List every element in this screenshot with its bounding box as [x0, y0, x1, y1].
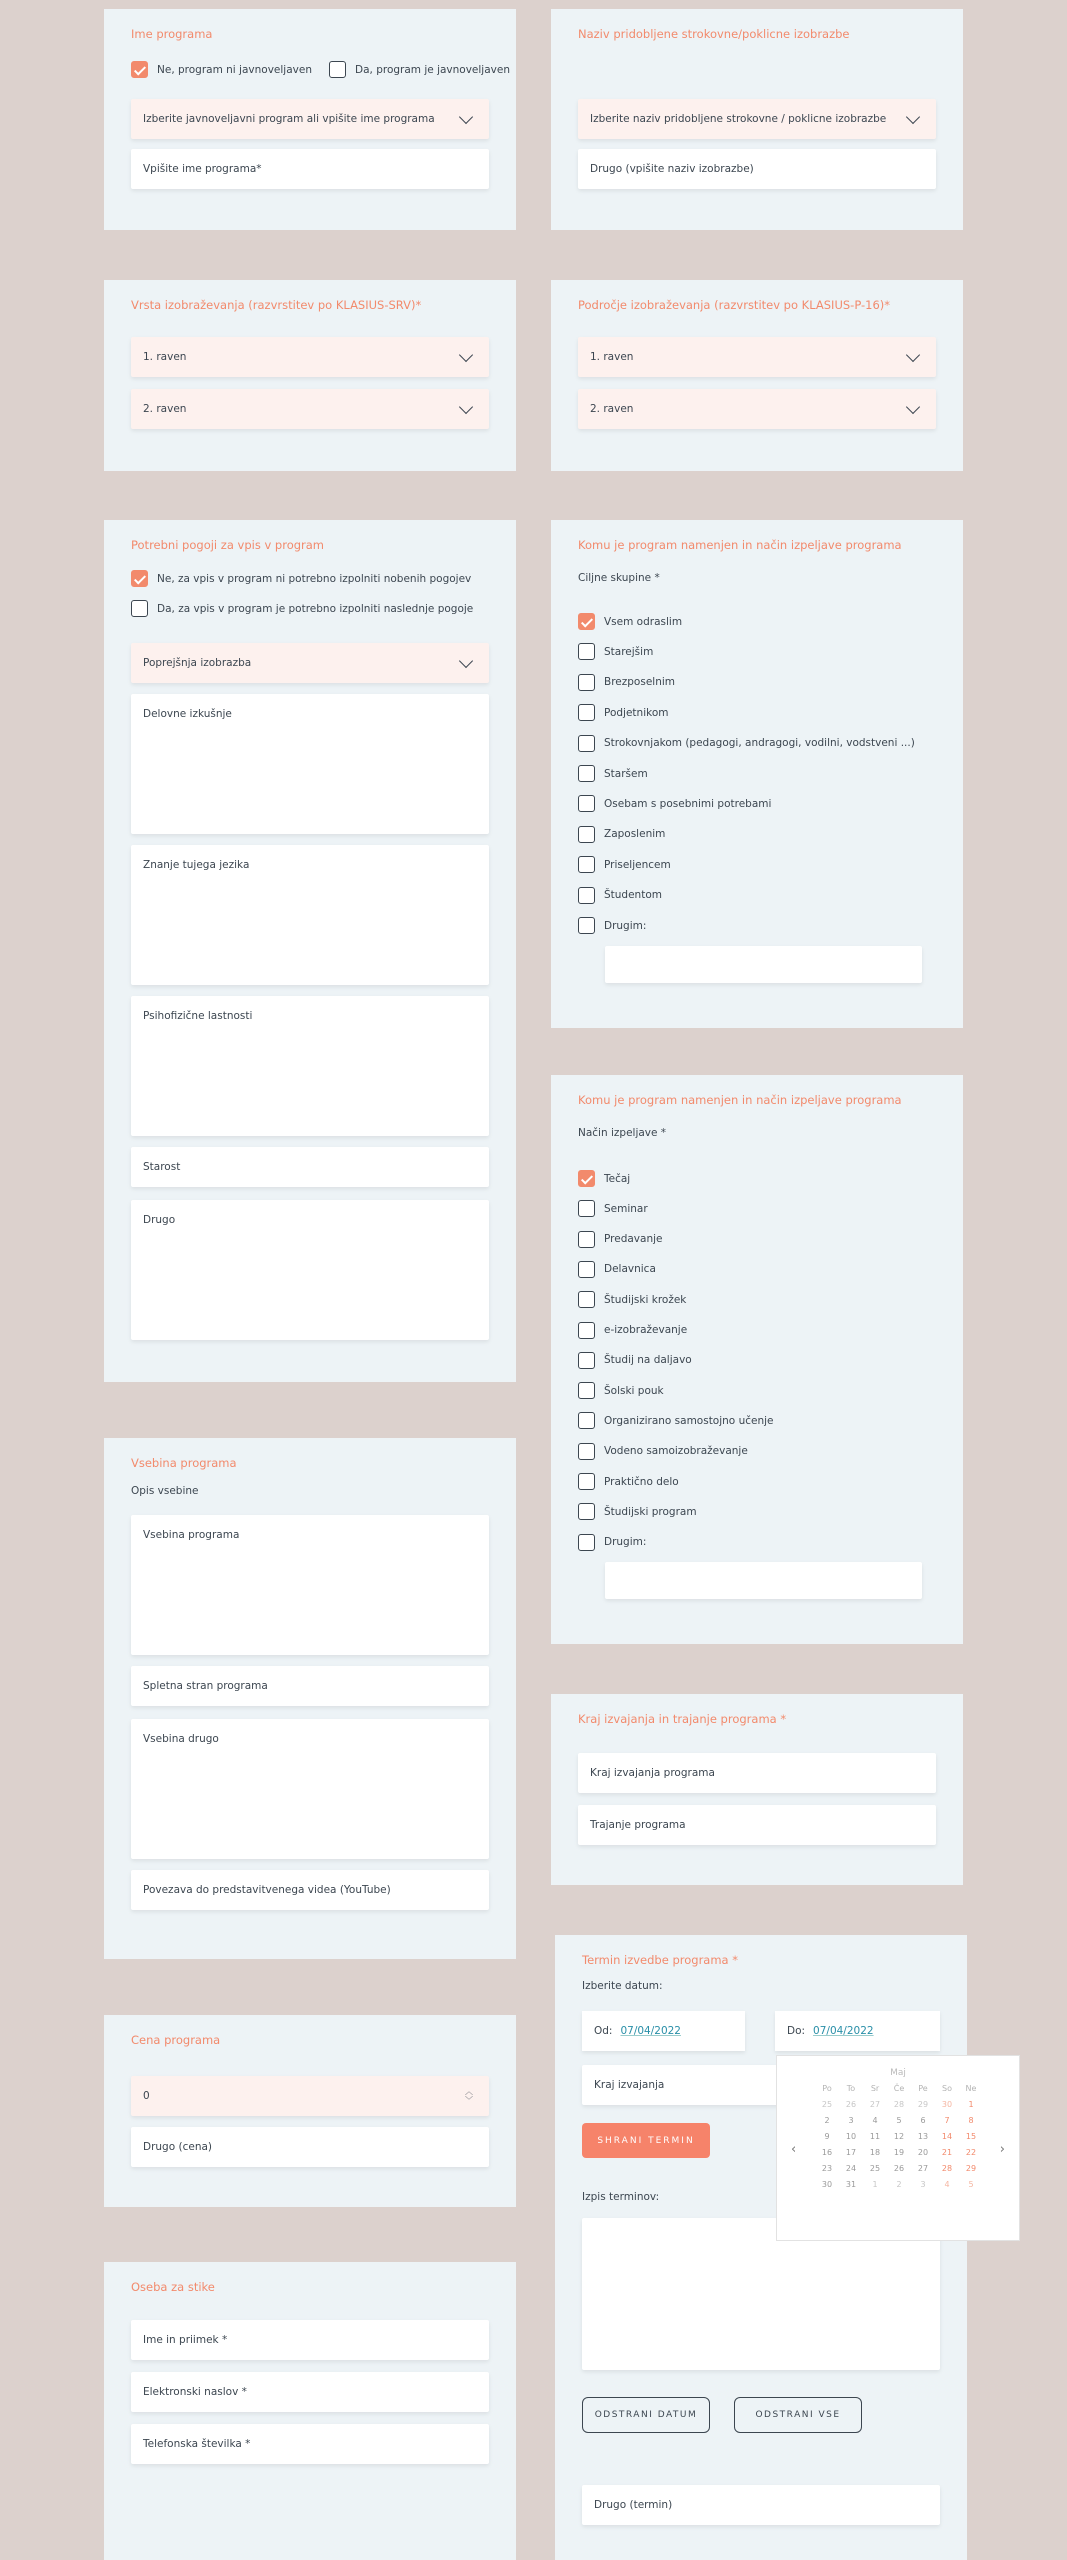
calendar-day[interactable]: 30: [941, 2100, 953, 2109]
checkbox-checked[interactable]: [131, 61, 148, 78]
checkbox-option[interactable]: [578, 1291, 686, 1308]
option-label: Delavnica: [604, 1263, 656, 1276]
calendar-day[interactable]: 8: [968, 2116, 974, 2125]
input-placeholder: Povezava do predstavitvenega videa (YouTube): [143, 1884, 391, 1896]
qualification-select[interactable]: [578, 99, 936, 139]
education-type-level2-select[interactable]: [131, 389, 489, 429]
calendar-next-icon[interactable]: ›: [999, 2142, 1005, 2157]
education-type-level1-select[interactable]: [131, 337, 489, 377]
content-textarea[interactable]: [131, 1515, 489, 1655]
calendar-day[interactable]: 30: [821, 2180, 833, 2189]
calendar-day[interactable]: 31: [845, 2180, 857, 2189]
date-picker-calendar[interactable]: [776, 2055, 1020, 2241]
calendar-day[interactable]: 27: [869, 2100, 881, 2109]
checkbox-option[interactable]: [578, 856, 671, 873]
card-title: Vrsta izobraževanja (razvrstitev po KLASIUS-SRV)*: [131, 298, 422, 312]
card-title: Komu je program namenjen in način izpeljave programa: [578, 1093, 902, 1107]
checkbox-option[interactable]: [578, 1534, 646, 1551]
checkbox[interactable]: [578, 1200, 595, 1217]
checkbox[interactable]: [578, 856, 595, 873]
target-groups-other-input[interactable]: [605, 946, 922, 983]
calendar-weekday: Pe: [918, 2084, 928, 2093]
date-from-label: Od:: [594, 2025, 613, 2037]
calendar-day[interactable]: 29: [917, 2100, 929, 2109]
option-label: Brezposelnim: [604, 676, 675, 689]
contact-card: [104, 2262, 516, 2560]
calendar-month: Maj: [890, 2068, 906, 2078]
card-title: Termin izvedbe programa *: [582, 1953, 738, 1967]
calendar-day[interactable]: 16: [821, 2148, 833, 2157]
option-label: Da, program je javnoveljaven: [355, 63, 510, 76]
checkbox-option[interactable]: [578, 1443, 748, 1460]
calendar-day[interactable]: 13: [917, 2132, 929, 2141]
input-placeholder: Telefonska številka *: [143, 2438, 251, 2450]
checkbox[interactable]: [578, 1231, 595, 1248]
card-title: Komu je program namenjen in način izpeljave programa: [578, 538, 902, 552]
price-card: [104, 2015, 516, 2207]
psychophysical-textarea[interactable]: [131, 996, 489, 1136]
date-to-label: Do:: [787, 2025, 806, 2037]
checkbox[interactable]: [578, 1261, 595, 1278]
option-label: Osebam s posebnimi potrebami: [604, 797, 772, 810]
option-label: Zaposlenim: [604, 828, 666, 841]
option-label: Da, za vpis v program je potrebno izpolniti naslednje pogoje: [157, 602, 474, 615]
calendar-day[interactable]: 1: [872, 2180, 878, 2189]
checkbox[interactable]: [578, 1534, 595, 1551]
date-from-field[interactable]: [582, 2011, 745, 2051]
checkbox[interactable]: [578, 765, 595, 782]
calendar-day[interactable]: 12: [893, 2132, 905, 2141]
calendar-day[interactable]: 4: [944, 2180, 950, 2189]
select-value: 2. raven: [143, 403, 187, 415]
calendar-day[interactable]: 29: [965, 2164, 977, 2173]
calendar-day[interactable]: 15: [965, 2132, 977, 2141]
select-value: 1. raven: [143, 351, 187, 363]
textarea-placeholder: Drugo: [143, 1214, 176, 1226]
card-title: Ime programa: [131, 27, 213, 41]
select-value: 1. raven: [590, 351, 634, 363]
option-label: Vodeno samoizobraževanje: [604, 1445, 748, 1458]
checkbox-option[interactable]: [578, 795, 771, 812]
option-label: Podjetnikom: [604, 706, 669, 719]
option-label: Organizirano samostojno učenje: [604, 1414, 774, 1427]
delivery-label: Način izpeljave *: [578, 1127, 667, 1139]
checkbox-option[interactable]: [578, 1382, 664, 1399]
calendar-prev-icon[interactable]: ‹: [791, 2142, 797, 2157]
input-placeholder: Kraj izvajanja: [594, 2079, 665, 2091]
checkbox-option[interactable]: [578, 735, 915, 752]
calendar-day[interactable]: 7: [944, 2116, 950, 2125]
option-label: Predavanje: [604, 1233, 663, 1246]
checkbox[interactable]: [578, 1291, 595, 1308]
textarea-placeholder: Delovne izkušnje: [143, 708, 232, 720]
delivery-card: [551, 1075, 963, 1644]
calendar-day[interactable]: 3: [920, 2180, 926, 2189]
age-input[interactable]: [131, 1147, 489, 1187]
option-label: Ne, program ni javnoveljaven: [157, 63, 312, 76]
option-label: Študijski krožek: [604, 1293, 687, 1306]
select-placeholder: Poprejšnja izobrazba: [143, 657, 252, 669]
calendar-day[interactable]: 5: [896, 2116, 902, 2125]
video-link-input[interactable]: [131, 1870, 489, 1910]
checkbox-option[interactable]: [578, 1200, 648, 1217]
calendar-day[interactable]: 14: [941, 2132, 953, 2141]
input-placeholder: Trajanje programa: [590, 1819, 686, 1831]
checkbox[interactable]: [578, 1412, 595, 1429]
calendar-weekday: Če: [893, 2084, 905, 2093]
calendar-day[interactable]: 6: [920, 2116, 926, 2125]
option-label: Šolski pouk: [604, 1384, 664, 1397]
input-placeholder: Vpišite ime programa*: [143, 163, 262, 175]
checkbox[interactable]: [578, 735, 595, 752]
calendar-day[interactable]: 11: [869, 2132, 881, 2141]
chevron-down-icon: [459, 653, 473, 667]
card-title: Področje izobraževanja (razvrstitev po KLASIUS-P-16)*: [578, 298, 891, 312]
qualification-other-input[interactable]: [578, 149, 936, 189]
card-title: Potrebni pogoji za vpis v program: [131, 538, 325, 552]
calendar-day[interactable]: 21: [941, 2148, 953, 2157]
checkbox-option[interactable]: [578, 1170, 630, 1187]
select-placeholder: Izberite javnoveljavni program ali vpišite ime programa: [143, 113, 435, 125]
checkbox-option[interactable]: [578, 917, 646, 934]
calendar-weekday: Po: [822, 2084, 832, 2093]
option-label: Starejšim: [604, 645, 654, 658]
qualification-card: [551, 9, 963, 230]
input-placeholder: Ime in priimek *: [143, 2334, 228, 2346]
venue-card: [551, 1694, 963, 1885]
no-conditions-option[interactable]: [131, 570, 471, 587]
program-name-input[interactable]: [131, 149, 489, 189]
input-placeholder: Starost: [143, 1161, 181, 1173]
checkbox[interactable]: [578, 643, 595, 660]
education-area-level2-select[interactable]: [578, 389, 936, 429]
target-groups-label: Ciljne skupine *: [578, 572, 660, 584]
checkbox-option[interactable]: [578, 643, 653, 660]
checkbox-option[interactable]: [578, 1503, 697, 1520]
calendar-day[interactable]: 28: [941, 2164, 953, 2173]
checkbox[interactable]: [329, 61, 346, 78]
contact-email-input[interactable]: [131, 2372, 489, 2412]
public-program-select[interactable]: [131, 99, 489, 139]
calendar-day[interactable]: 24: [845, 2164, 857, 2173]
checkbox[interactable]: [578, 1322, 595, 1339]
calendar-day[interactable]: 5: [968, 2180, 974, 2189]
program-name-card: [104, 9, 516, 230]
input-placeholder: Drugo (cena): [143, 2141, 212, 2153]
checkbox[interactable]: [578, 1382, 595, 1399]
checkbox-option[interactable]: [578, 1352, 692, 1369]
checkbox-checked[interactable]: [578, 613, 595, 630]
option-label: Študentom: [604, 889, 662, 902]
textarea-placeholder: Psihofizične lastnosti: [143, 1010, 253, 1022]
conditions-card: [104, 520, 516, 1382]
checkbox[interactable]: [578, 826, 595, 843]
stepper-icon[interactable]: ︿ ﹀: [465, 2087, 473, 2105]
option-label: Praktično delo: [604, 1475, 679, 1488]
option-label: Vsem odraslim: [604, 615, 683, 628]
calendar-day[interactable]: 23: [821, 2164, 833, 2173]
checkbox[interactable]: [578, 1473, 595, 1490]
calendar-day[interactable]: 17: [845, 2148, 857, 2157]
calendar-day[interactable]: 26: [845, 2100, 857, 2109]
calendar-day[interactable]: 25: [821, 2100, 833, 2109]
checkbox-option[interactable]: [578, 765, 648, 782]
option-label: Študijski program: [604, 1505, 697, 1518]
date-from-value[interactable]: 07/04/2022: [620, 2025, 681, 2037]
schedule-card: [555, 1935, 967, 2560]
content-other-textarea[interactable]: [131, 1719, 489, 1859]
calendar-day[interactable]: 2: [896, 2180, 902, 2189]
checkbox[interactable]: [578, 674, 595, 691]
checkbox-option[interactable]: [578, 1322, 687, 1339]
checkbox-checked[interactable]: [131, 570, 148, 587]
chevron-down-icon: [906, 109, 920, 123]
calendar-day[interactable]: 4: [872, 2116, 878, 2125]
card-title: Oseba za stike: [131, 2280, 215, 2294]
education-area-level1-select[interactable]: [578, 337, 936, 377]
chevron-down-icon: [906, 347, 920, 361]
term-other-input[interactable]: [582, 2485, 940, 2525]
website-input[interactable]: [131, 1666, 489, 1706]
terms-list-label: Izpis terminov:: [582, 2191, 660, 2203]
contact-phone-input[interactable]: [131, 2424, 489, 2464]
card-title: Cena programa: [131, 2033, 221, 2047]
calendar-day[interactable]: 20: [917, 2148, 929, 2157]
chevron-down-icon: [459, 347, 473, 361]
calendar-day[interactable]: 19: [893, 2148, 905, 2157]
checkbox[interactable]: [578, 795, 595, 812]
checkbox[interactable]: [131, 600, 148, 617]
checkbox[interactable]: [578, 704, 595, 721]
option-label: Drugim:: [604, 1536, 647, 1549]
date-to-value[interactable]: 07/04/2022: [813, 2025, 874, 2037]
checkbox[interactable]: [578, 1443, 595, 1460]
calendar-days-grid: [815, 2084, 983, 2189]
input-placeholder: Elektronski naslov *: [143, 2386, 247, 2398]
not-public-option[interactable]: [131, 61, 312, 78]
calendar-day[interactable]: 25: [869, 2164, 881, 2173]
remove-date-button[interactable]: ODSTRANI DATUM: [582, 2397, 710, 2433]
textarea-placeholder: Znanje tujega jezika: [143, 859, 250, 871]
checkbox-option[interactable]: [578, 674, 675, 691]
price-number-input[interactable]: [131, 2076, 489, 2116]
checkbox-option[interactable]: [578, 887, 662, 904]
option-label: Tečaj: [604, 1172, 631, 1185]
calendar-day[interactable]: 27: [917, 2164, 929, 2173]
card-title: Naziv pridobljene strokovne/poklicne izobrazbe: [578, 27, 850, 41]
input-placeholder: Drugo (vpišite naziv izobrazbe): [590, 163, 754, 175]
remove-all-button[interactable]: ODSTRANI VSE: [734, 2397, 862, 2433]
following-conditions-option[interactable]: [131, 600, 473, 617]
card-title: Vsebina programa: [131, 1456, 237, 1470]
calendar-day[interactable]: 22: [965, 2148, 977, 2157]
content-label: Opis vsebine: [131, 1485, 199, 1497]
calendar-day[interactable]: 26: [893, 2164, 905, 2173]
textarea-placeholder: Vsebina programa: [143, 1529, 240, 1541]
option-label: Strokovnjakom (pedagogi, andragogi, vodilni, vodstveni ...): [604, 737, 915, 750]
checkbox-option[interactable]: [578, 704, 668, 721]
chevron-down-icon: [459, 109, 473, 123]
price-value: 0: [143, 2090, 150, 2102]
education-type-card: [104, 280, 516, 471]
option-label: Študij na daljavo: [604, 1354, 692, 1367]
option-label: Ne, za vpis v program ni potrebno izpolniti nobenih pogojev: [157, 572, 472, 585]
checkbox[interactable]: [578, 887, 595, 904]
education-area-card: [551, 280, 963, 471]
calendar-day[interactable]: 28: [893, 2100, 905, 2109]
work-experience-textarea[interactable]: [131, 694, 489, 834]
option-label: Drugim:: [604, 919, 647, 932]
calendar-day[interactable]: 10: [845, 2132, 857, 2141]
textarea-placeholder: Vsebina drugo: [143, 1733, 219, 1745]
chevron-down-icon: [459, 399, 473, 413]
checkbox-option[interactable]: [578, 1412, 774, 1429]
target-groups-card: [551, 520, 963, 1028]
option-label: e-izobraževanje: [604, 1324, 688, 1336]
checkbox-option[interactable]: [578, 1473, 679, 1490]
input-placeholder: Spletna stran programa: [143, 1680, 268, 1692]
calendar-day[interactable]: 2: [824, 2116, 830, 2125]
choose-date-label: Izberite datum:: [582, 1980, 663, 1992]
delivery-other-input[interactable]: [605, 1562, 922, 1599]
checkbox-option[interactable]: [578, 613, 682, 630]
calendar-weekday: To: [846, 2084, 856, 2093]
checkbox[interactable]: [578, 917, 595, 934]
save-term-button[interactable]: SHRANI TERMIN: [582, 2123, 710, 2158]
calendar-weekday: Sr: [870, 2084, 880, 2093]
input-placeholder: Kraj izvajanja programa: [590, 1767, 715, 1779]
venue-duration-input[interactable]: [578, 1805, 936, 1845]
card-title: Kraj izvajanja in trajanje programa *: [578, 1712, 787, 1726]
checkbox-option[interactable]: [578, 1261, 656, 1278]
date-to-field[interactable]: [775, 2011, 940, 2051]
select-placeholder: Izberite naziv pridobljene strokovne / poklicne izobrazbe: [590, 113, 887, 125]
public-option[interactable]: [329, 61, 510, 78]
calendar-weekday: Ne: [965, 2084, 977, 2093]
checkbox[interactable]: [578, 1352, 595, 1369]
checkbox-option[interactable]: [578, 1231, 662, 1248]
calendar-day[interactable]: 3: [848, 2116, 854, 2125]
option-label: Staršem: [604, 767, 648, 780]
content-card: [104, 1438, 516, 1959]
input-placeholder: Drugo (termin): [594, 2499, 673, 2511]
calendar-day[interactable]: 1: [968, 2100, 974, 2109]
venue-place-input[interactable]: [578, 1753, 936, 1793]
calendar-day[interactable]: 18: [869, 2148, 881, 2157]
option-label: Seminar: [604, 1202, 648, 1215]
chevron-down-icon: [906, 399, 920, 413]
checkbox[interactable]: [578, 1503, 595, 1520]
checkbox-option[interactable]: [578, 826, 665, 843]
other-conditions-textarea[interactable]: [131, 1200, 489, 1340]
prior-education-select[interactable]: [131, 643, 489, 683]
price-other-input[interactable]: [131, 2127, 489, 2167]
calendar-weekday: So: [942, 2084, 952, 2093]
contact-name-input[interactable]: [131, 2320, 489, 2360]
language-textarea[interactable]: [131, 845, 489, 985]
calendar-day[interactable]: 9: [824, 2132, 830, 2141]
select-value: 2. raven: [590, 403, 634, 415]
checkbox-checked[interactable]: [578, 1170, 595, 1187]
option-label: Priseljencem: [604, 858, 671, 871]
